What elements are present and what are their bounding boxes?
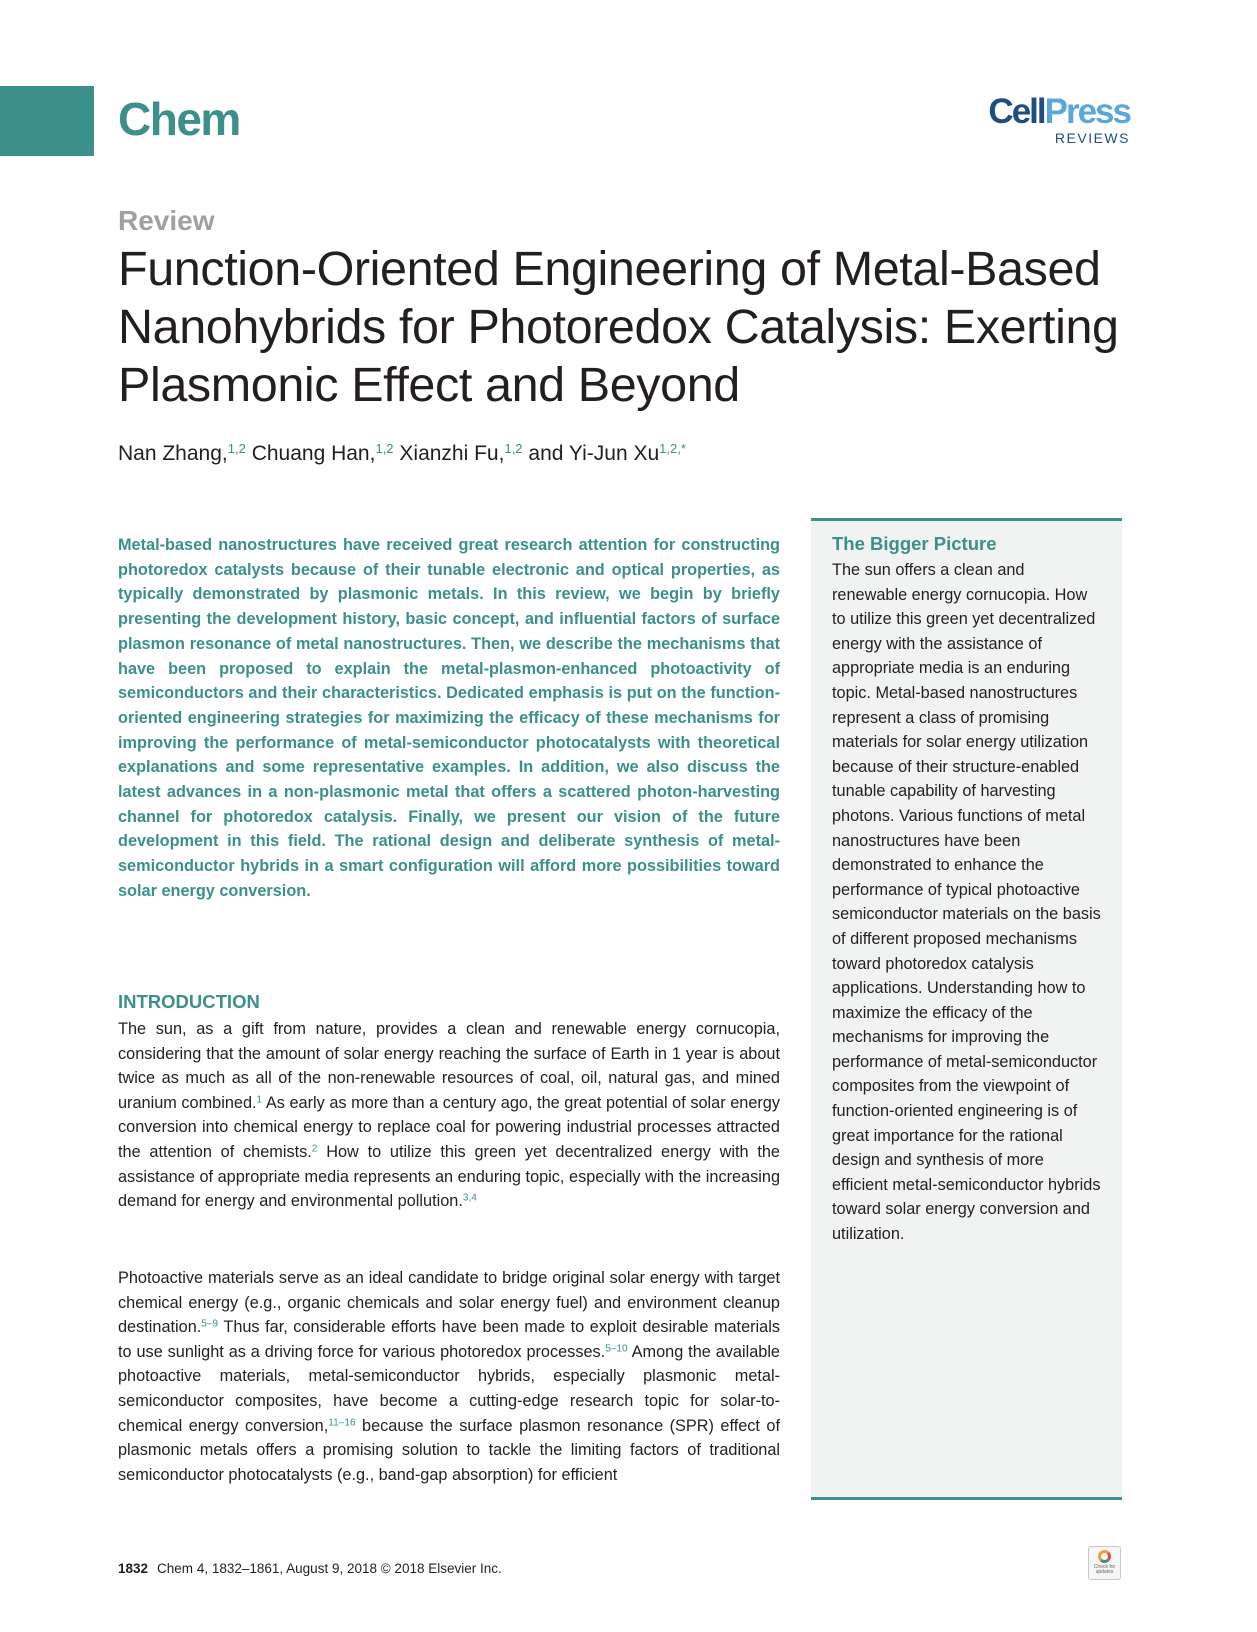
paragraph-text: Thus far, considerable efforts have been made to exploit desirable materials to use sunlight as a driving force for various photoredox processes. xyxy=(118,1318,780,1361)
paragraph-text: Photoactive materials serve as an ideal candidate to bridge original solar energy with target chemical energy (e.g., organic chemicals and solar energy fuel) and environment cleanup destination. xyxy=(118,1269,780,1337)
author-affiliation[interactable]: 1,2 xyxy=(504,440,523,456)
footer-citation: 4, 1832–1861, August 9, 2018 © 2018 Elsevier Inc. xyxy=(196,1561,502,1576)
crossmark-icon xyxy=(1098,1550,1111,1563)
page-number: 1832 xyxy=(118,1561,149,1576)
author-affiliation[interactable]: 1,2 xyxy=(375,440,394,456)
author-name: Xianzhi Fu, xyxy=(399,442,505,465)
cellpress-logo xyxy=(962,94,1130,145)
author-affiliation[interactable]: 1,2 xyxy=(227,440,246,456)
citation-link[interactable]: 5–10 xyxy=(605,1343,628,1355)
citation-link[interactable]: 2 xyxy=(311,1143,318,1155)
logo-part-cell: Cell xyxy=(988,92,1045,131)
paragraph-text: The sun, as a gift from nature, provides a clean and renewable energy cornucopia, considering that the amount of solar energy reaching the surface of Earth in 1 year is about twice as much as all of the non-renewable resources of coal, oil, natural gas, and mined uranium combined. xyxy=(118,1020,780,1112)
citation-link[interactable]: 5–9 xyxy=(201,1318,219,1330)
citation-link[interactable]: 3,4 xyxy=(462,1192,477,1204)
page-footer xyxy=(118,1560,502,1578)
badge-label: Check for updates xyxy=(1093,1564,1116,1575)
footer-journal: Chem xyxy=(157,1561,194,1576)
citation-link[interactable]: 1 xyxy=(256,1094,263,1106)
bigger-picture-text: The sun offers a clean and renewable energy cornucopia. How to utilize this green yet decentralized energy with the assistance of appropriate media is an enduring topic. Metal-based nanostructures represent a class of promising materials for solar energy utilization because of their structure-enabled tunable capability of harvesting photons. Various functions of metal nanostructures have been demonstrated to enhance the performance of typical photoactive semiconductor materials on the basis of different proposed mechanisms toward photoredox catalysis applications. Understanding how to maximize the efficacy of the mechanisms for improving the performance of metal-semiconductor composites from the viewpoint of function-oriented engineering is of great importance for the rational design and synthesis of more efficient metal-semiconductor hybrids toward solar energy conversion and utilization. xyxy=(832,561,1101,1244)
check-for-updates-badge[interactable] xyxy=(1088,1546,1121,1580)
paragraph-text: Among the available photoactive materials, metal-semiconductor hybrids, especially plasmonic metal-semiconductor composites, have become a cutting-edge research topic for solar-to-chemical energy conversion, xyxy=(118,1342,780,1435)
author-affiliation[interactable]: 1,2,* xyxy=(659,440,686,456)
abstract: Metal-based nanostructures have received great research attention for constructing photoredox catalysts because of their tunable electronic and optical properties, as typically demonstrated by plasmonic metals. In this review, we begin by briefly presenting the development history, basic concept, and influential factors of surface plasmon resonance of metal nanostructures. Then, we describe the mechanisms that have been proposed to explain the metal-plasmon-enhanced photoactivity of semiconductors and their characteristics. Dedicated emphasis is put on the function-oriented engineering strategies for maximizing the efficacy of these mechanisms for improving the performance of metal-semiconductor photocatalysts with theoretical explanations and some representative examples. In addition, we also discuss the latest advances in a non-plasmonic metal that offers a scattered photon-harvesting channel for photoredox catalysis. Finally, we present our vision of the future development in this field. The rational design and deliberate synthesis of metal-semiconductor hybrids in a smart configuration will afford more possibilities toward solar energy conversion. xyxy=(118,536,780,900)
bigger-picture-box xyxy=(811,518,1122,1500)
logo-subtitle: REVIEWS xyxy=(1054,130,1130,146)
paragraph-text: because the surface plasmon resonance (SPR) effect of plasmonic metals offers a promising solution to tackle the limiting factors of traditional semiconductor photocatalysts (e.g., band-gap absorption) for efficient xyxy=(118,1416,780,1484)
author-name: Nan Zhang, xyxy=(118,442,228,465)
journal-color-block xyxy=(0,86,94,156)
paragraph-text: How to utilize this green yet decentralized energy with the assistance of appropriate media represents an enduring topic, especially with the increasing demand for energy and environmental pollution. xyxy=(118,1142,780,1211)
logo-part-press: Press xyxy=(1044,92,1130,131)
author-name: and Yi-Jun Xu xyxy=(528,442,660,465)
introduction-paragraph-2 xyxy=(118,1266,780,1487)
author-name: Chuang Han, xyxy=(251,442,376,465)
article-title: Function-Oriented Engineering of Metal-Based Nanohybrids for Photoredox Catalysis: Exerting Plasmonic Effect and Beyond xyxy=(118,242,1119,412)
section-heading-introduction: INTRODUCTION xyxy=(118,991,260,1012)
journal-name: Chem xyxy=(118,93,240,145)
citation-link[interactable]: 11–16 xyxy=(328,1417,356,1429)
bigger-picture-heading: The Bigger Picture xyxy=(832,533,997,554)
paragraph-text: As early as more than a century ago, the great potential of solar energy conversion into chemical energy to replace coal for powering industrial processes attracted the attention of chemists. xyxy=(118,1093,780,1161)
article-type: Review xyxy=(118,205,215,236)
author-list xyxy=(118,440,1018,468)
introduction-paragraph-1 xyxy=(118,1017,780,1214)
